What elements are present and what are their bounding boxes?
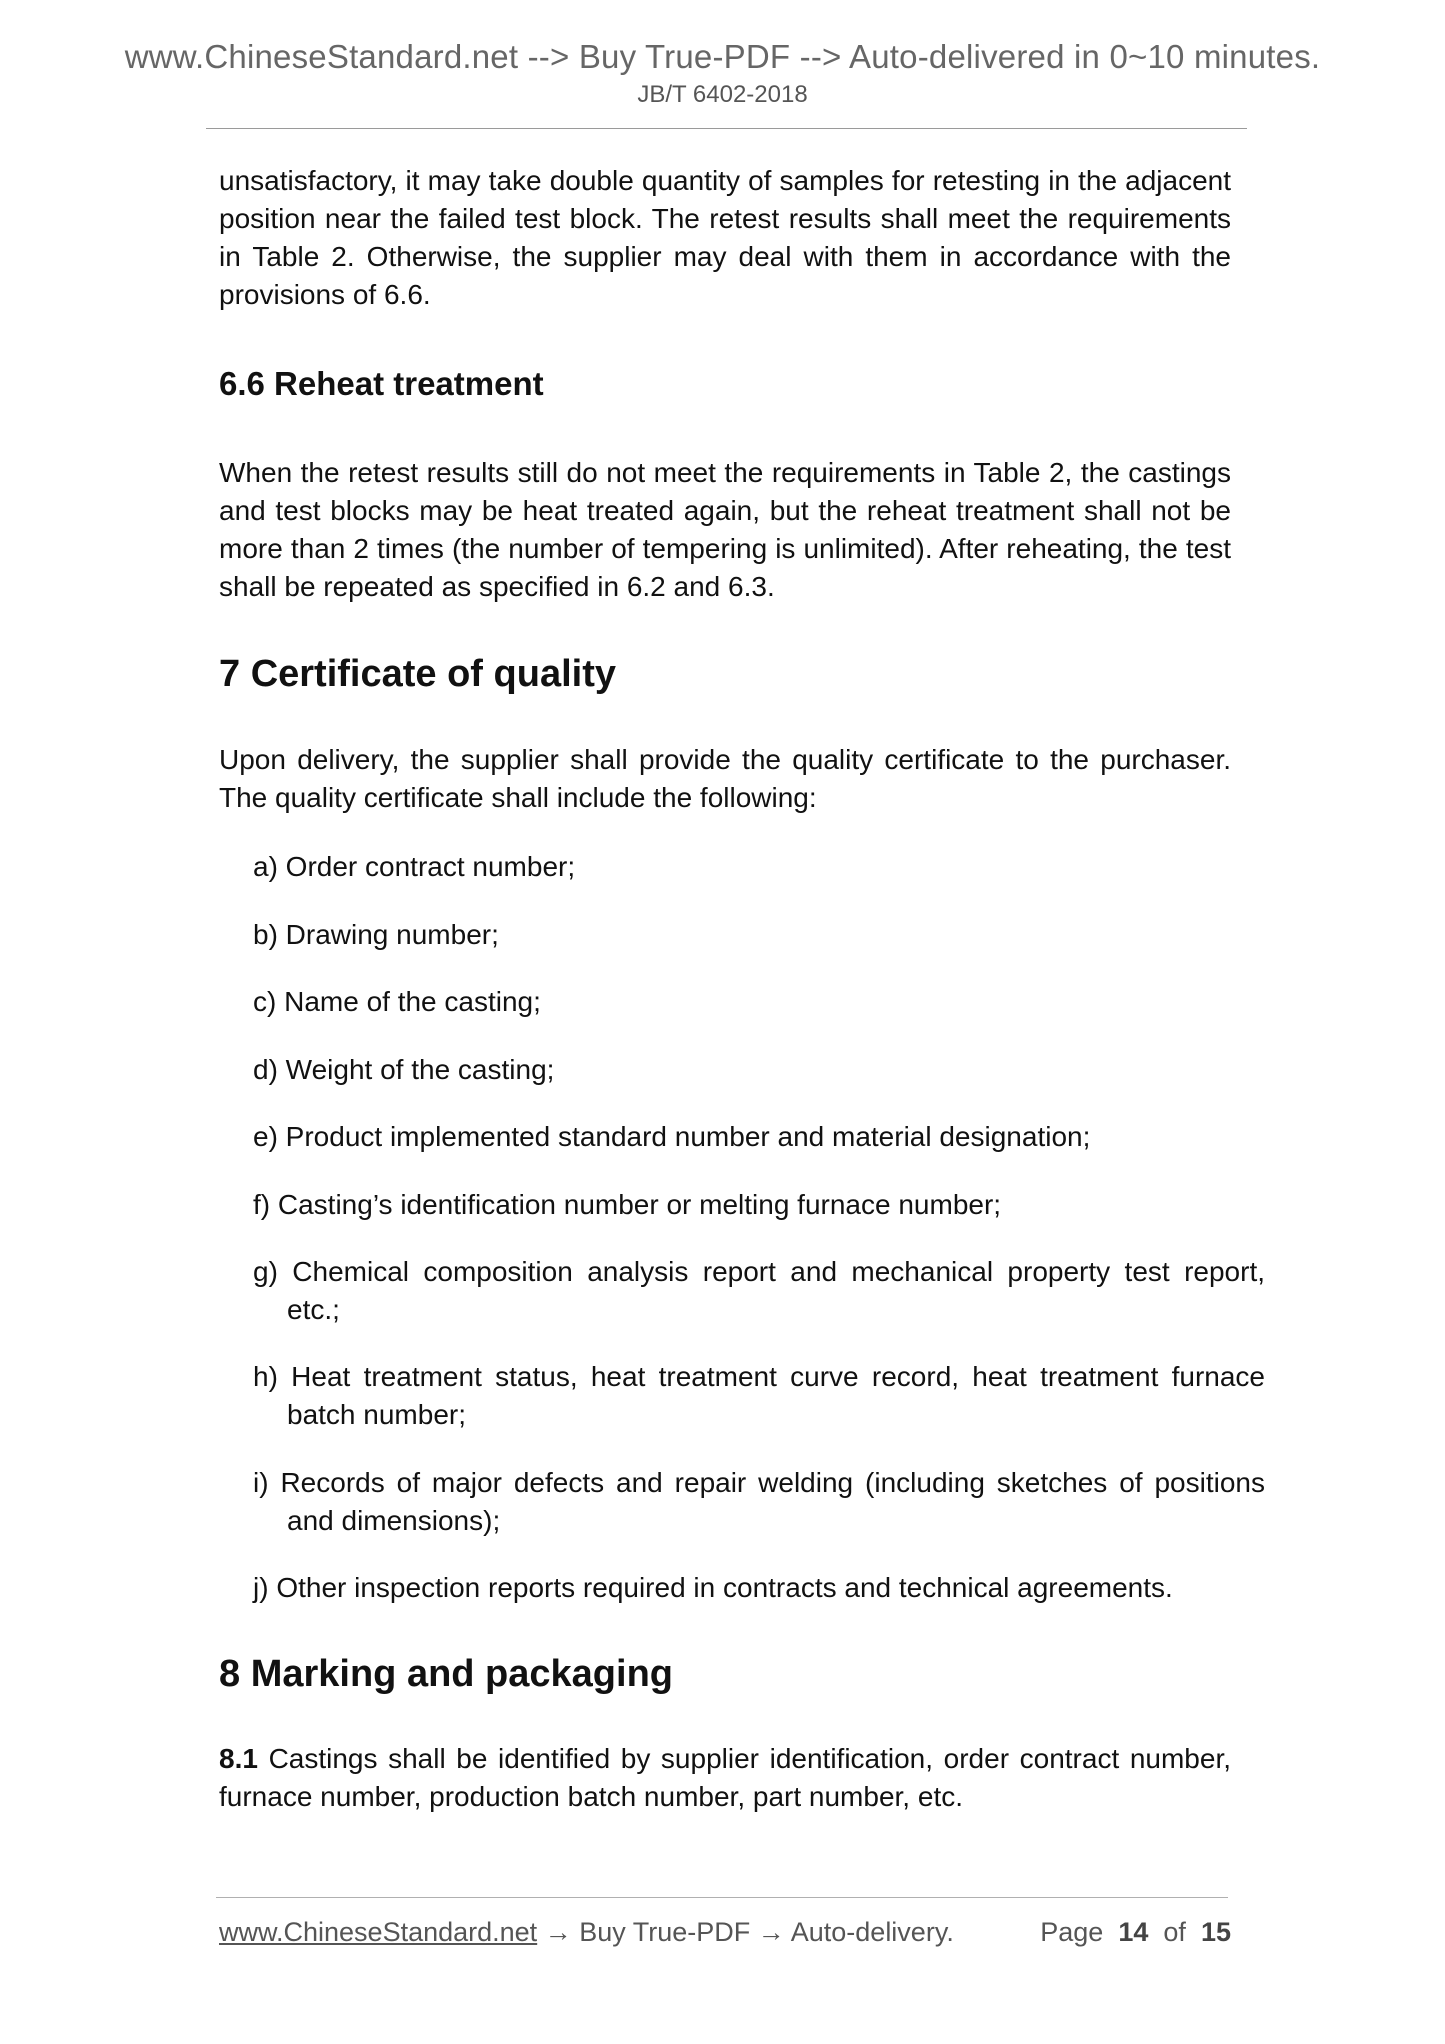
section-6-6-paragraph: When the retest results still do not meet the requirements in Table 2, the castings and test blocks may be heat treated again, but the reheat treatment shall not be more than 2 times (the number of tempering is unlimited). After reheating, the test shall be repeated as specified in 6.2 and 6.3.: [219, 457, 1231, 602]
page-current: 14: [1118, 1917, 1149, 1947]
list-item: e) Product implemented standard number and material designation;: [253, 1121, 1091, 1152]
list-item: j) Other inspection reports required in contracts and technical agreements.: [253, 1572, 1173, 1603]
header-divider: [206, 128, 1247, 129]
page-total: 15: [1200, 1917, 1231, 1947]
list-item: i) Records of major defects and repair welding (including sketches of positions and dimensions);: [253, 1467, 1265, 1536]
page-footer: [219, 1915, 1231, 1949]
footer-site-link[interactable]: www.ChineseStandard.net: [219, 1917, 538, 1947]
list-item: h) Heat treatment status, heat treatment curve record, heat treatment furnace batch number;: [253, 1361, 1265, 1430]
section-8-1-paragraph: [219, 1740, 1231, 1816]
section-7-intro: Upon delivery, the supplier shall provide the quality certificate to the purchaser. The quality certificate shall include the following:: [219, 744, 1231, 813]
standard-code: JB/T 6402-2018: [637, 81, 808, 108]
list-item: c) Name of the casting;: [253, 986, 541, 1017]
list-item: a) Order contract number;: [253, 851, 576, 882]
footer-tagline: → Buy True-PDF → Auto-delivery.: [537, 1917, 954, 1947]
section-7-heading: 7 Certificate of quality: [219, 653, 616, 695]
section-8-heading: 8 Marking and packaging: [219, 1653, 673, 1695]
list-item: d) Weight of the casting;: [253, 1054, 555, 1085]
list-item: b) Drawing number;: [253, 919, 499, 950]
clause-number: 8.1: [219, 1743, 258, 1774]
page-of: of: [1163, 1917, 1186, 1947]
page-number: [1040, 1915, 1231, 1949]
footer-divider: [216, 1897, 1228, 1898]
continued-paragraph: unsatisfactory, it may take double quantity of samples for retesting in the adjacent position near the failed test block. The retest results shall meet the requirements in Table 2. Otherwise, the supplier may deal with them in accordance with the provisions of 6.6.: [219, 165, 1231, 310]
top-banner: www.ChineseStandard.net --> Buy True-PDF --> Auto-delivered in 0~10 minutes.: [124, 38, 1321, 75]
list-item: g) Chemical composition analysis report and mechanical property test report, etc.;: [253, 1256, 1265, 1325]
section-6-6-heading: 6.6 Reheat treatment: [219, 365, 544, 402]
page-label: Page: [1040, 1917, 1104, 1947]
clause-text: Castings shall be identified by supplier identification, order contract number, furnace number, production batch number, part number, etc.: [219, 1743, 1232, 1812]
list-item: f) Casting’s identification number or melting furnace number;: [253, 1189, 1002, 1220]
